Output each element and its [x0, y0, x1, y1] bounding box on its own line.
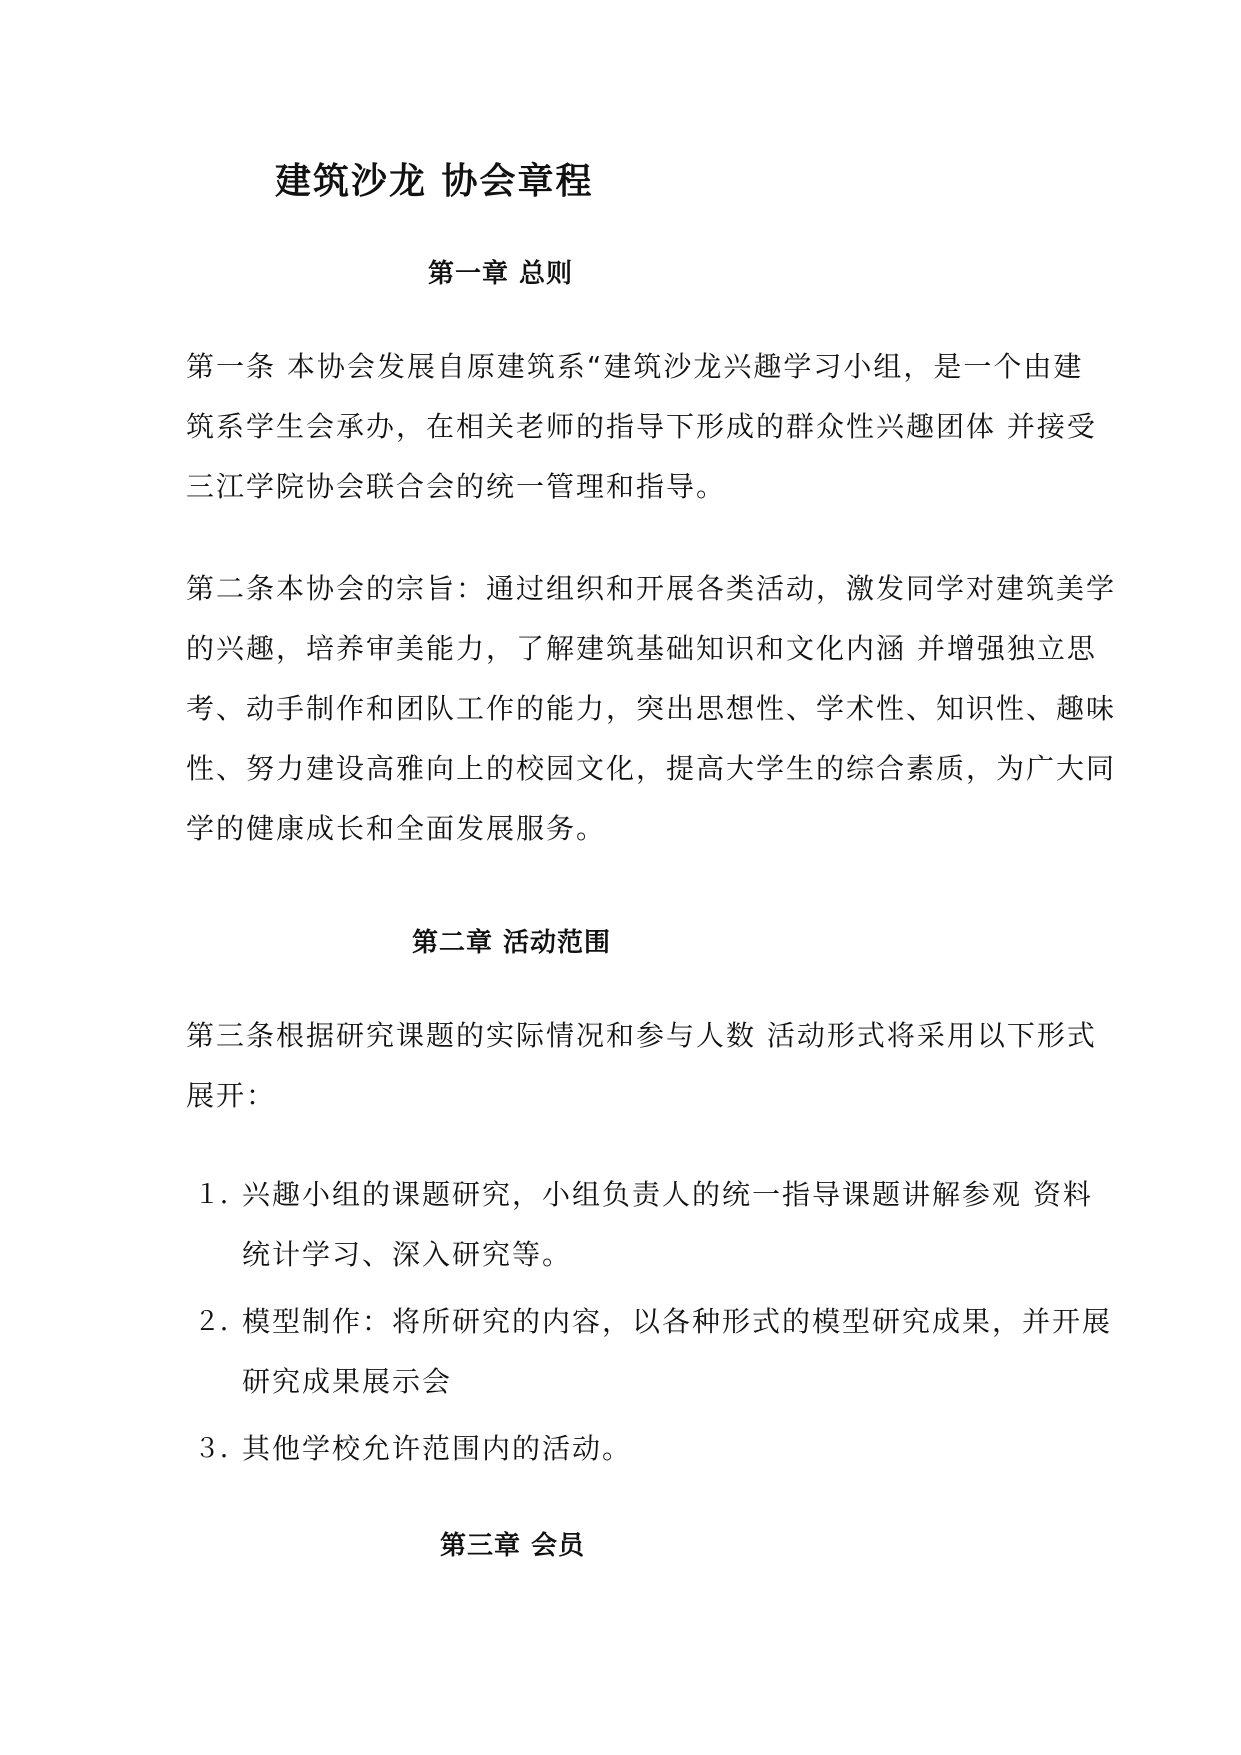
- list-line: 兴趣小组的课题研究，小组负责人的统一指导课题讲解参观 资料: [242, 1178, 1093, 1211]
- list-line: 模型制作：将所研究的内容，以各种形式的模型研究成果，并开展: [242, 1305, 1113, 1338]
- article-line: 第二条本协会的宗旨：通过组织和开展各类活动，激发同学对建筑美学: [186, 572, 1117, 605]
- list-line: 其他学校允许范围内的活动。: [242, 1432, 633, 1465]
- article-line: 性、努力建设高雅向上的校园文化，提高大学生的综合素质，为广大同: [186, 752, 1117, 785]
- article-line: 考、动手制作和团队工作的能力，突出思想性、学术性、知识性、趣味: [186, 692, 1117, 725]
- article-line: 学的健康成长和全面发展服务。: [186, 812, 607, 845]
- article-line: 筑系学生会承办，在相关老师的指导下形成的群众性兴趣团体 并接受: [186, 410, 1097, 443]
- article-3: [186, 1006, 1097, 1126]
- list-item-3: [186, 1419, 1086, 1479]
- list-number: ２．: [194, 1307, 247, 1337]
- article-line: 第一条 本协会发展自原建筑系“建筑沙龙兴趣学习小组，是一个由建: [186, 350, 1084, 383]
- article-2: [186, 559, 1117, 859]
- article-line: 第三条根据研究课题的实际情况和参与人数 活动形式将采用以下形式: [186, 1019, 1097, 1052]
- list-number: ３．: [194, 1434, 247, 1464]
- list-line: 统计学习、深入研究等。: [242, 1238, 573, 1271]
- list-line: 研究成果展示会: [242, 1365, 453, 1398]
- article-1: [186, 337, 1097, 517]
- chapter-heading-1: 第一章 总则: [428, 259, 574, 289]
- list-number: １．: [194, 1180, 247, 1210]
- article-line: 三江学院协会联合会的统一管理和指导。: [186, 470, 727, 503]
- article-line: 展开：: [186, 1079, 277, 1112]
- document-title: 建筑沙龙 协会章程: [275, 161, 594, 202]
- chapter-heading-2: 第二章 活动范围: [412, 928, 612, 958]
- list-item-1: [186, 1165, 1093, 1285]
- article-line: 的兴趣，培养审美能力，了解建筑基础知识和文化内涵 并增强独立思: [186, 632, 1097, 665]
- chapter-heading-3: 第三章 会员: [440, 1531, 586, 1561]
- list-item-2: [186, 1292, 1113, 1412]
